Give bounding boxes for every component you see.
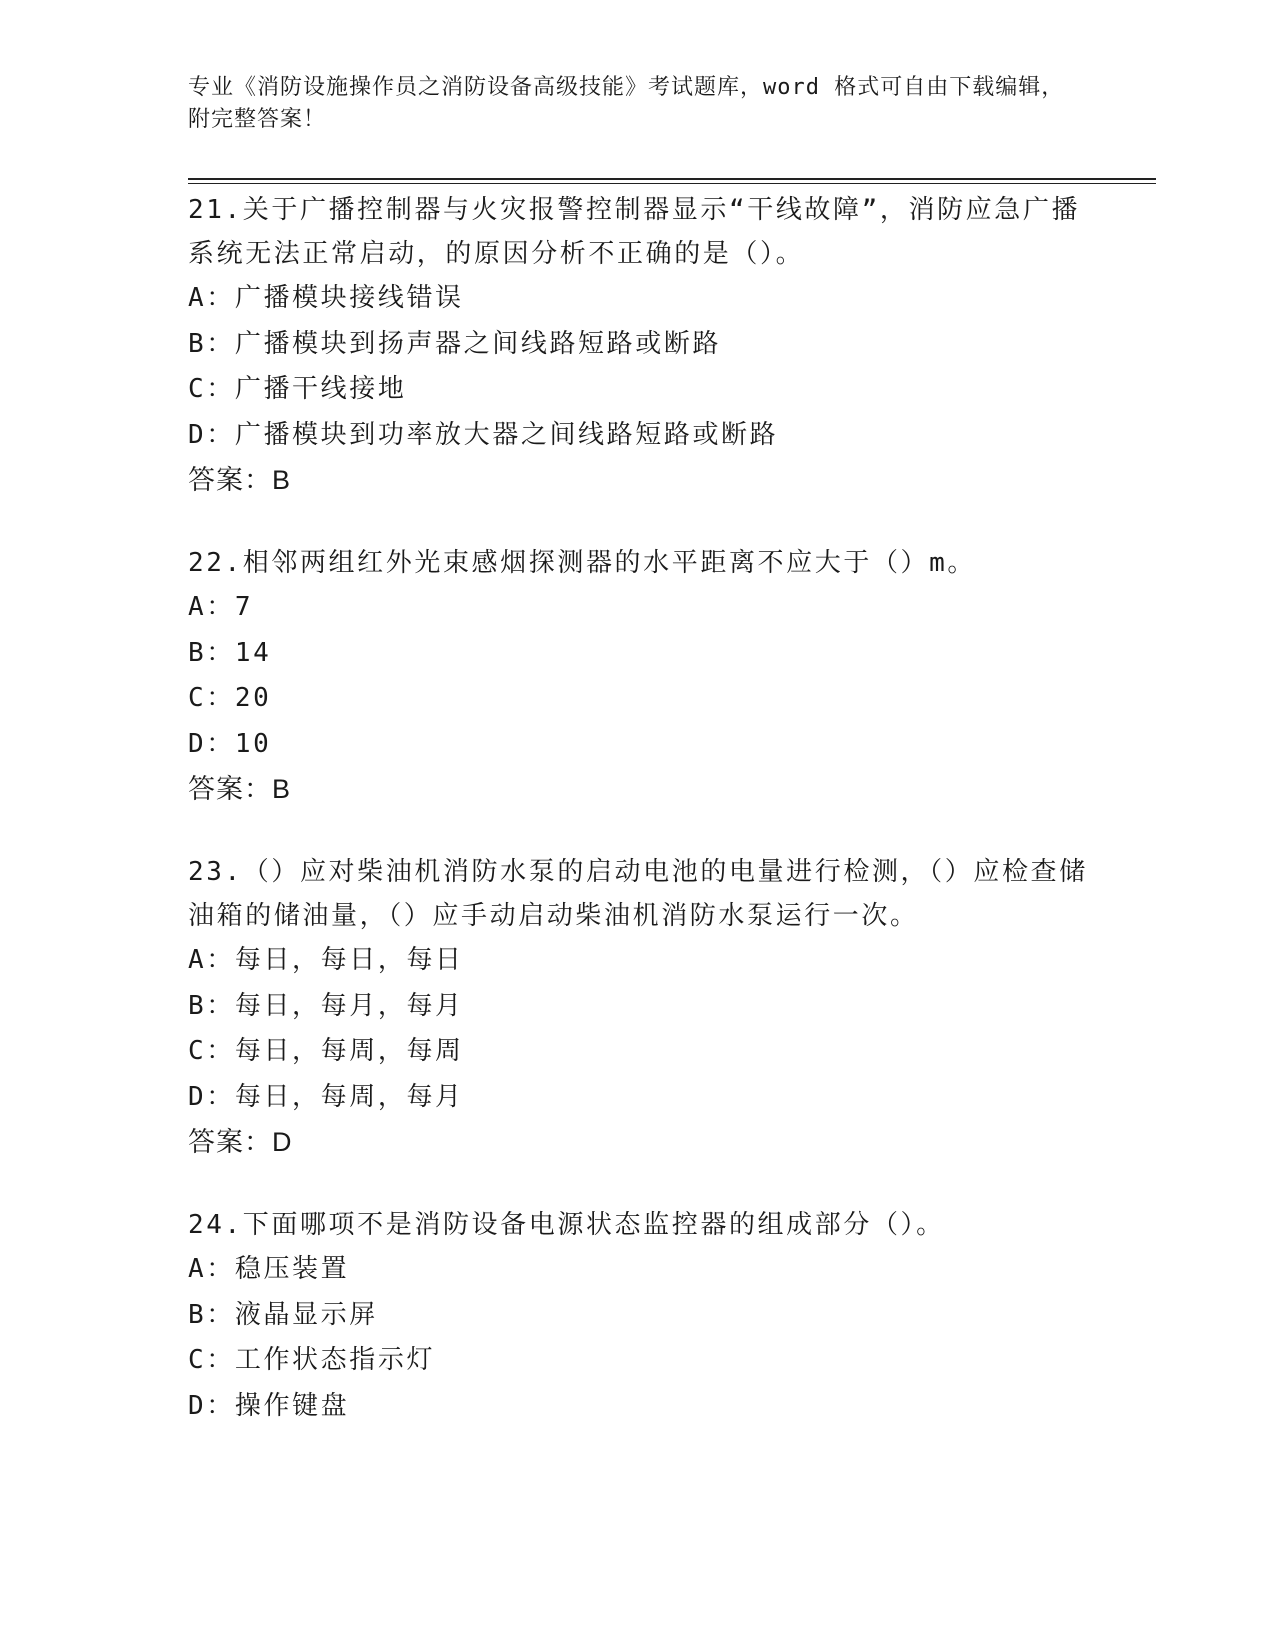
option-c: C：20 [188, 683, 272, 713]
option-d: D：操作键盘 [188, 1390, 350, 1421]
question-22 [188, 541, 1088, 812]
option-a: A：广播模块接线错误 [188, 283, 464, 313]
option-d: D：10 [188, 728, 272, 759]
option-b: B：每日，每月，每月 [188, 990, 464, 1021]
question-21 [188, 188, 1088, 503]
question-stem: 24.下面哪项不是消防设备电源状态监控器的组成部分（）。 [188, 1210, 945, 1240]
option-c: C：工作状态指示灯 [188, 1345, 436, 1375]
option-b: B：广播模块到扬声器之间线路短路或断路 [188, 328, 722, 359]
question-24 [188, 1203, 1088, 1429]
header-divider-thin [188, 183, 1156, 184]
question-list [188, 188, 1088, 1467]
answer: 答案：D [188, 1127, 293, 1157]
question-23 [188, 850, 1088, 1165]
answer: 答案：B [188, 774, 292, 804]
question-stem: 23.（）应对柴油机消防水泵的启动电池的电量进行检测，（）应检查储油箱的储油量，（）应手动启动柴油机消防水泵运行一次。 [188, 857, 1088, 931]
document-header: 专业《消防设施操作员之消防设备高级技能》考试题库，word 格式可自由下载编辑，附完整答案！ [188, 75, 1065, 132]
option-b: B：14 [188, 637, 272, 668]
option-c: C：广播干线接地 [188, 374, 407, 404]
option-a: A：每日，每日，每日 [188, 945, 464, 975]
question-stem: 22.相邻两组红外光束感烟探测器的水平距离不应大于（）m。 [188, 548, 977, 578]
option-a: A：7 [188, 592, 254, 622]
option-c: C：每日，每周，每周 [188, 1036, 464, 1066]
answer: 答案：B [188, 465, 292, 495]
option-d: D：广播模块到功率放大器之间线路短路或断路 [188, 419, 779, 450]
option-d: D：每日，每周，每月 [188, 1081, 464, 1112]
option-b: B：液晶显示屏 [188, 1299, 378, 1330]
header-divider-thick [188, 178, 1156, 180]
question-stem: 21.关于广播控制器与火灾报警控制器显示“干线故障”，消防应急广播系统无法正常启动，的原因分析不正确的是（）。 [188, 195, 1081, 269]
option-a: A：稳压装置 [188, 1254, 350, 1284]
